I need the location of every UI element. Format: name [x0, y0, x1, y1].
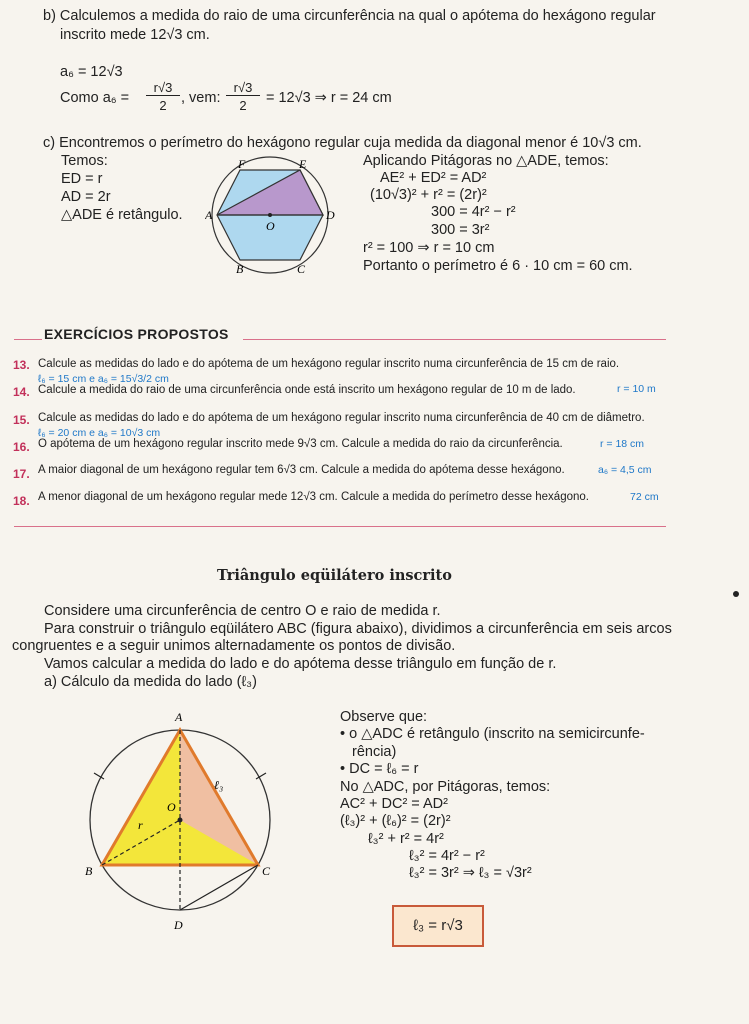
exercise-15-text: Calcule as medidas do lado e do apótema de um hexágono regular inscrito numa circunferência de 40 cm de diâmetro.: [38, 412, 645, 424]
section-c-right-2: (10√3)² + r² = (2r)²: [370, 187, 487, 203]
triangle-section-title: Triângulo eqüilátero inscrito: [217, 567, 452, 584]
observe-1: • o △ADC é retângulo (inscrito na semicircunfe-: [340, 726, 645, 742]
section-c-right-4: 300 = 3r²: [431, 222, 490, 238]
exercise-16-number: 16.: [13, 440, 30, 454]
hexagon-center: [268, 213, 272, 217]
exercise-14-number: 14.: [13, 385, 30, 399]
section-c-right-0: Aplicando Pitágoras no △ADE, temos:: [363, 153, 609, 169]
section-b-frac1-num: r√3: [146, 80, 180, 96]
fig-label-O: O: [167, 800, 176, 814]
section-c-right-3: 300 = 4r² − r²: [431, 204, 516, 220]
triangle-p2b: congruentes e a seguir unimos alternadamente os pontos de divisão.: [12, 638, 456, 654]
observe-0: Observe que:: [340, 709, 428, 725]
observe-2: rência): [352, 744, 397, 760]
exercise-14-answer: r = 10 m: [617, 383, 656, 395]
observe-9: ℓ₃² = 3r² ⇒ ℓ₃ = √3r²: [409, 865, 532, 881]
label-A: A: [205, 208, 213, 222]
label-B: B: [236, 262, 244, 276]
section-b-eq2-b: , vem:: [181, 90, 221, 106]
label-D: D: [326, 208, 335, 222]
exercise-15-answer: ℓ₆ = 20 cm e a₆ = 10√3 cm: [38, 427, 161, 439]
section-c-right-5: r² = 100 ⇒ r = 10 cm: [363, 240, 495, 256]
section-c-left-1: ED = r: [61, 171, 103, 187]
margin-dot: [733, 591, 739, 597]
section-b-frac1-den: 2: [159, 98, 167, 113]
observe-7: ℓ₃² + r² = 4r²: [368, 831, 444, 847]
exercise-13-answer: ℓ₆ = 15 cm e a₆ = 15√3/2 cm: [38, 373, 169, 385]
exercises-rule-right: [243, 339, 666, 340]
section-b-frac2-den: 2: [239, 98, 247, 113]
triangle-p1: Considere uma circunferência de centro O e raio de medida r.: [44, 603, 441, 619]
fig-label-B: B: [85, 864, 93, 878]
section-c-right-6: Portanto o perímetro é 6 · 10 cm = 60 cm.: [363, 258, 633, 274]
exercises-title: EXERCÍCIOS PROPOSTOS: [44, 326, 229, 342]
exercises-rule-left: [14, 339, 42, 340]
observe-5: AC² + DC² = AD²: [340, 796, 448, 812]
label-O: O: [266, 219, 275, 233]
exercise-17-answer: a₆ = 4,5 cm: [598, 464, 652, 476]
fig-label-l3: ℓ₃: [214, 778, 224, 792]
section-b-eq2-c: = 12√3 ⇒ r = 24 cm: [266, 90, 392, 106]
result-formula: ℓ₃ = r√3: [413, 917, 463, 934]
exercise-13-text: Calcule as medidas do lado e do apótema de um hexágono regular inscrito numa circunferência de 15 cm de raio.: [38, 358, 620, 370]
observe-3: • DC = ℓ₆ = r: [340, 761, 419, 777]
exercise-18-number: 18.: [13, 494, 30, 508]
center-o: [178, 818, 183, 823]
section-b-frac2-num: r√3: [226, 80, 260, 96]
result-box: [392, 905, 484, 947]
observe-8: ℓ₃² = 4r² − r²: [409, 848, 485, 864]
exercise-15-number: 15.: [13, 413, 30, 427]
exercise-17-number: 17.: [13, 467, 30, 481]
hexagon-figure: [205, 155, 340, 280]
triangle-p3: Vamos calcular a medida do lado e do apótema desse triângulo em função de r.: [44, 656, 557, 672]
label-E: E: [299, 157, 307, 171]
exercise-18-answer: 72 cm: [630, 491, 659, 503]
fig-label-D: D: [174, 918, 183, 932]
section-c-line1: c) Encontremos o perímetro do hexágono regular cuja medida da diagonal menor é 10√3 cm.: [43, 135, 642, 151]
section-c-right-1: AE² + ED² = AD²: [380, 170, 487, 186]
exercise-17-text: A maior diagonal de um hexágono regular tem 6√3 cm. Calcule a medida do apótema desse hexágono.: [38, 464, 565, 476]
exercise-13-number: 13.: [13, 358, 30, 372]
label-C: C: [297, 262, 306, 276]
exercise-14-text: Calcule a medida do raio de uma circunferência onde está inscrito um hexágono regular de 10 m de lado.: [38, 384, 576, 396]
section-b-eq1: a₆ = 12√3: [60, 64, 123, 80]
fig-label-r: r: [138, 818, 143, 832]
exercise-18-text: A menor diagonal de um hexágono regular mede 12√3 cm. Calcule a medida do perímetro desse hexágono.: [38, 491, 589, 503]
section-c-left-0: Temos:: [61, 153, 108, 169]
observe-4: No △ADC, por Pitágoras, temos:: [340, 779, 551, 795]
observe-6: (ℓ₃)² + (ℓ₆)² = (2r)²: [340, 813, 451, 829]
section-b-eq2-a: Como a₆ =: [60, 90, 130, 106]
triangle-p4: a) Cálculo da medida do lado (ℓ₃): [44, 674, 257, 690]
triangle-p2a: Para construir o triângulo eqüilátero ABC (figura abaixo), dividimos a circunferência em seis arcos: [44, 621, 672, 637]
fig-label-C: C: [262, 864, 271, 878]
section-b-line2: inscrito mede 12√3 cm.: [60, 27, 210, 43]
exercises-bottom-rule: [14, 526, 666, 527]
segment-dc: [180, 865, 258, 910]
label-F: F: [238, 157, 246, 171]
exercise-16-answer: r = 18 cm: [600, 438, 645, 450]
section-b-line1: b) Calculemos a medida do raio de uma circunferência na qual o apótema do hexágono regular: [43, 8, 656, 24]
section-c-left-2: AD = 2r: [61, 189, 111, 205]
fig-label-A: A: [175, 710, 183, 724]
exercise-16-text: O apótema de um hexágono regular inscrito mede 9√3 cm. Calcule a medida do raio da circunferência.: [38, 438, 563, 450]
section-c-left-3: △ADE é retângulo.: [61, 207, 183, 223]
triangle-figure: [80, 705, 280, 935]
